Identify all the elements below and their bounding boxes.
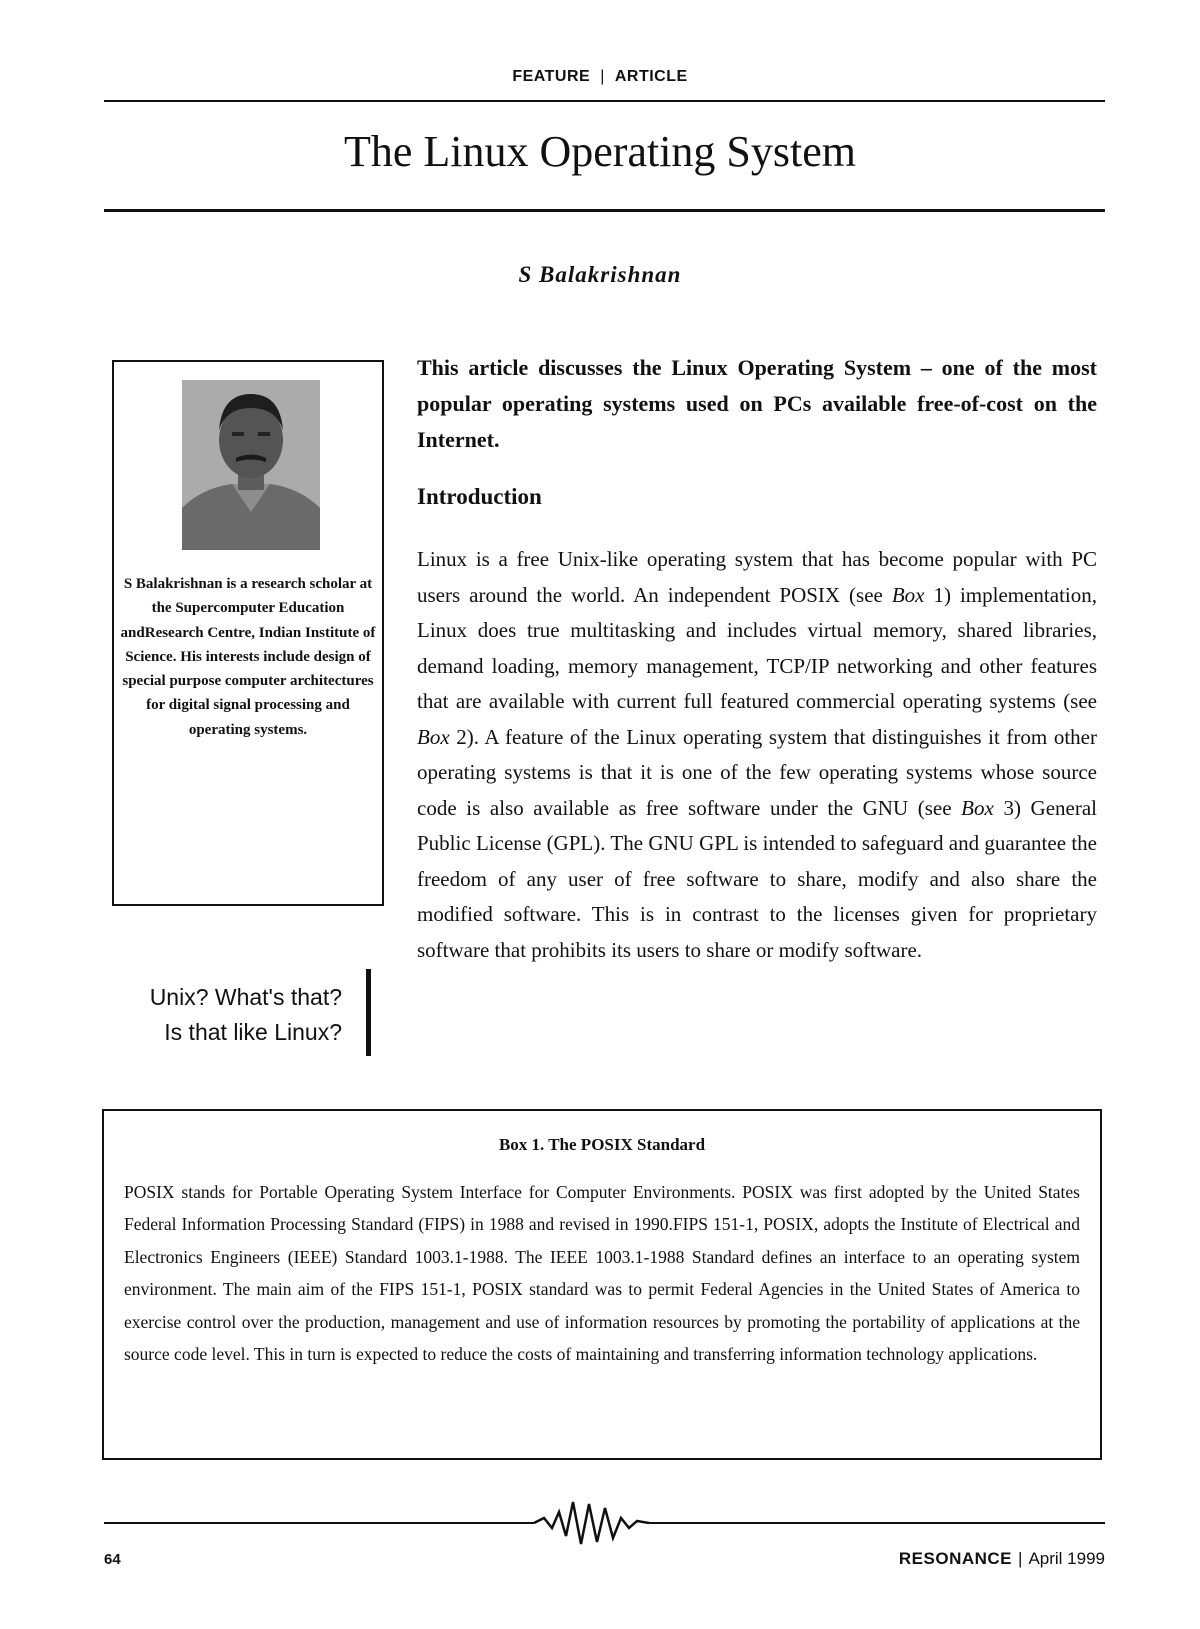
posix-box-text: POSIX stands for Portable Operating System Interface for Computer Environments. POSIX was first adopted by the United States Federal Information Processing Standard (FIPS) in 1988 and revised in 1990.FIPS 151-1, POSIX, adopts the Institute of Electrical and Electronics Engineers (IEEE) Standard 1003.1-1988. The IEEE 1003.1-1988 Standard defines an interface to an operating system environment. The main aim of the FIPS 151-1, POSIX standard was to permit Federal Agencies in the United States of America to exercise control over the production, management and use of information resources by promoting the portability of applications at the source code level. This in turn is expected to reduce the costs of maintaining and transferring information technology applications. — [124, 1182, 1080, 1365]
footer-wave-divider — [104, 1494, 1105, 1548]
page-number: 64 — [104, 1551, 121, 1568]
journal-footer — [899, 1549, 1105, 1569]
pull-quote — [110, 980, 342, 1050]
intro-text-1: Linux is a free Unix-like operating system that has become popular with PC users around the world. An independent POSIX (see — [417, 547, 1097, 607]
waveform-glyph — [534, 1502, 649, 1544]
article-abstract: This article discusses the Linux Operating System – one of the most popular operating systems used on PCs available free-of-cost on the Internet. — [417, 355, 1097, 452]
intro-text-2: 1) implementation, Linux does true multitasking and includes virtual memory, shared libraries, demand loading, memory management, TCP/IP networking and other features that are available with current full featured commercial operating systems (see — [417, 582, 1098, 713]
article-type-label: ARTICLE — [614, 68, 688, 85]
header-rule — [104, 100, 1105, 102]
issue-date: April 1999 — [1028, 1549, 1105, 1568]
box-1-reference[interactable]: Box — [891, 582, 925, 607]
author-photo — [182, 380, 320, 550]
box-2-reference[interactable]: Box — [417, 724, 450, 749]
section-label: FEATURE — [512, 68, 591, 85]
author-name: S Balakrishnan — [518, 262, 682, 287]
introduction-paragraph — [417, 542, 1097, 968]
intro-text-3: 2). A feature of the Linux operating system that distinguishes it from other operating systems is that it is one of the few operating systems whose source code is also available as free software under the GNU (see — [417, 724, 1097, 820]
author-bio-text: S Balakrishnan is a research scholar at the Supercomputer Education andResearch Centre, Indian Institute of Science. His interests include design of special purpose computer architectures for digital signal processing and operating systems. — [120, 576, 376, 738]
footer-separator: | — [1018, 1549, 1023, 1568]
posix-box-title: Box 1. The POSIX Standard — [498, 1135, 706, 1154]
title-rule — [104, 209, 1105, 212]
box-3-reference[interactable]: Box — [961, 795, 994, 820]
portrait-image — [182, 380, 320, 550]
article-title: The Linux Operating System — [343, 127, 856, 176]
section-header — [0, 68, 1200, 86]
pull-quote-line-2: Is that like Linux? — [164, 1019, 342, 1045]
pull-quote-line-1: Unix? What's that? — [149, 984, 342, 1010]
header-separator: | — [600, 68, 605, 85]
author-bio-box — [112, 360, 384, 906]
journal-name: RESONANCE — [898, 1549, 1013, 1568]
posix-standard-box — [102, 1109, 1102, 1460]
introduction-heading: Introduction — [417, 484, 542, 509]
intro-text-4: 3) General Public License (GPL). The GNU GPL is intended to safeguard and guarantee the freedom of any user of free software to share, modify and also share the modified software. This is in contrast to the licenses given for proprietary software that prohibits its users to share or modify software. — [417, 795, 1097, 962]
pull-quote-bar — [366, 969, 371, 1056]
